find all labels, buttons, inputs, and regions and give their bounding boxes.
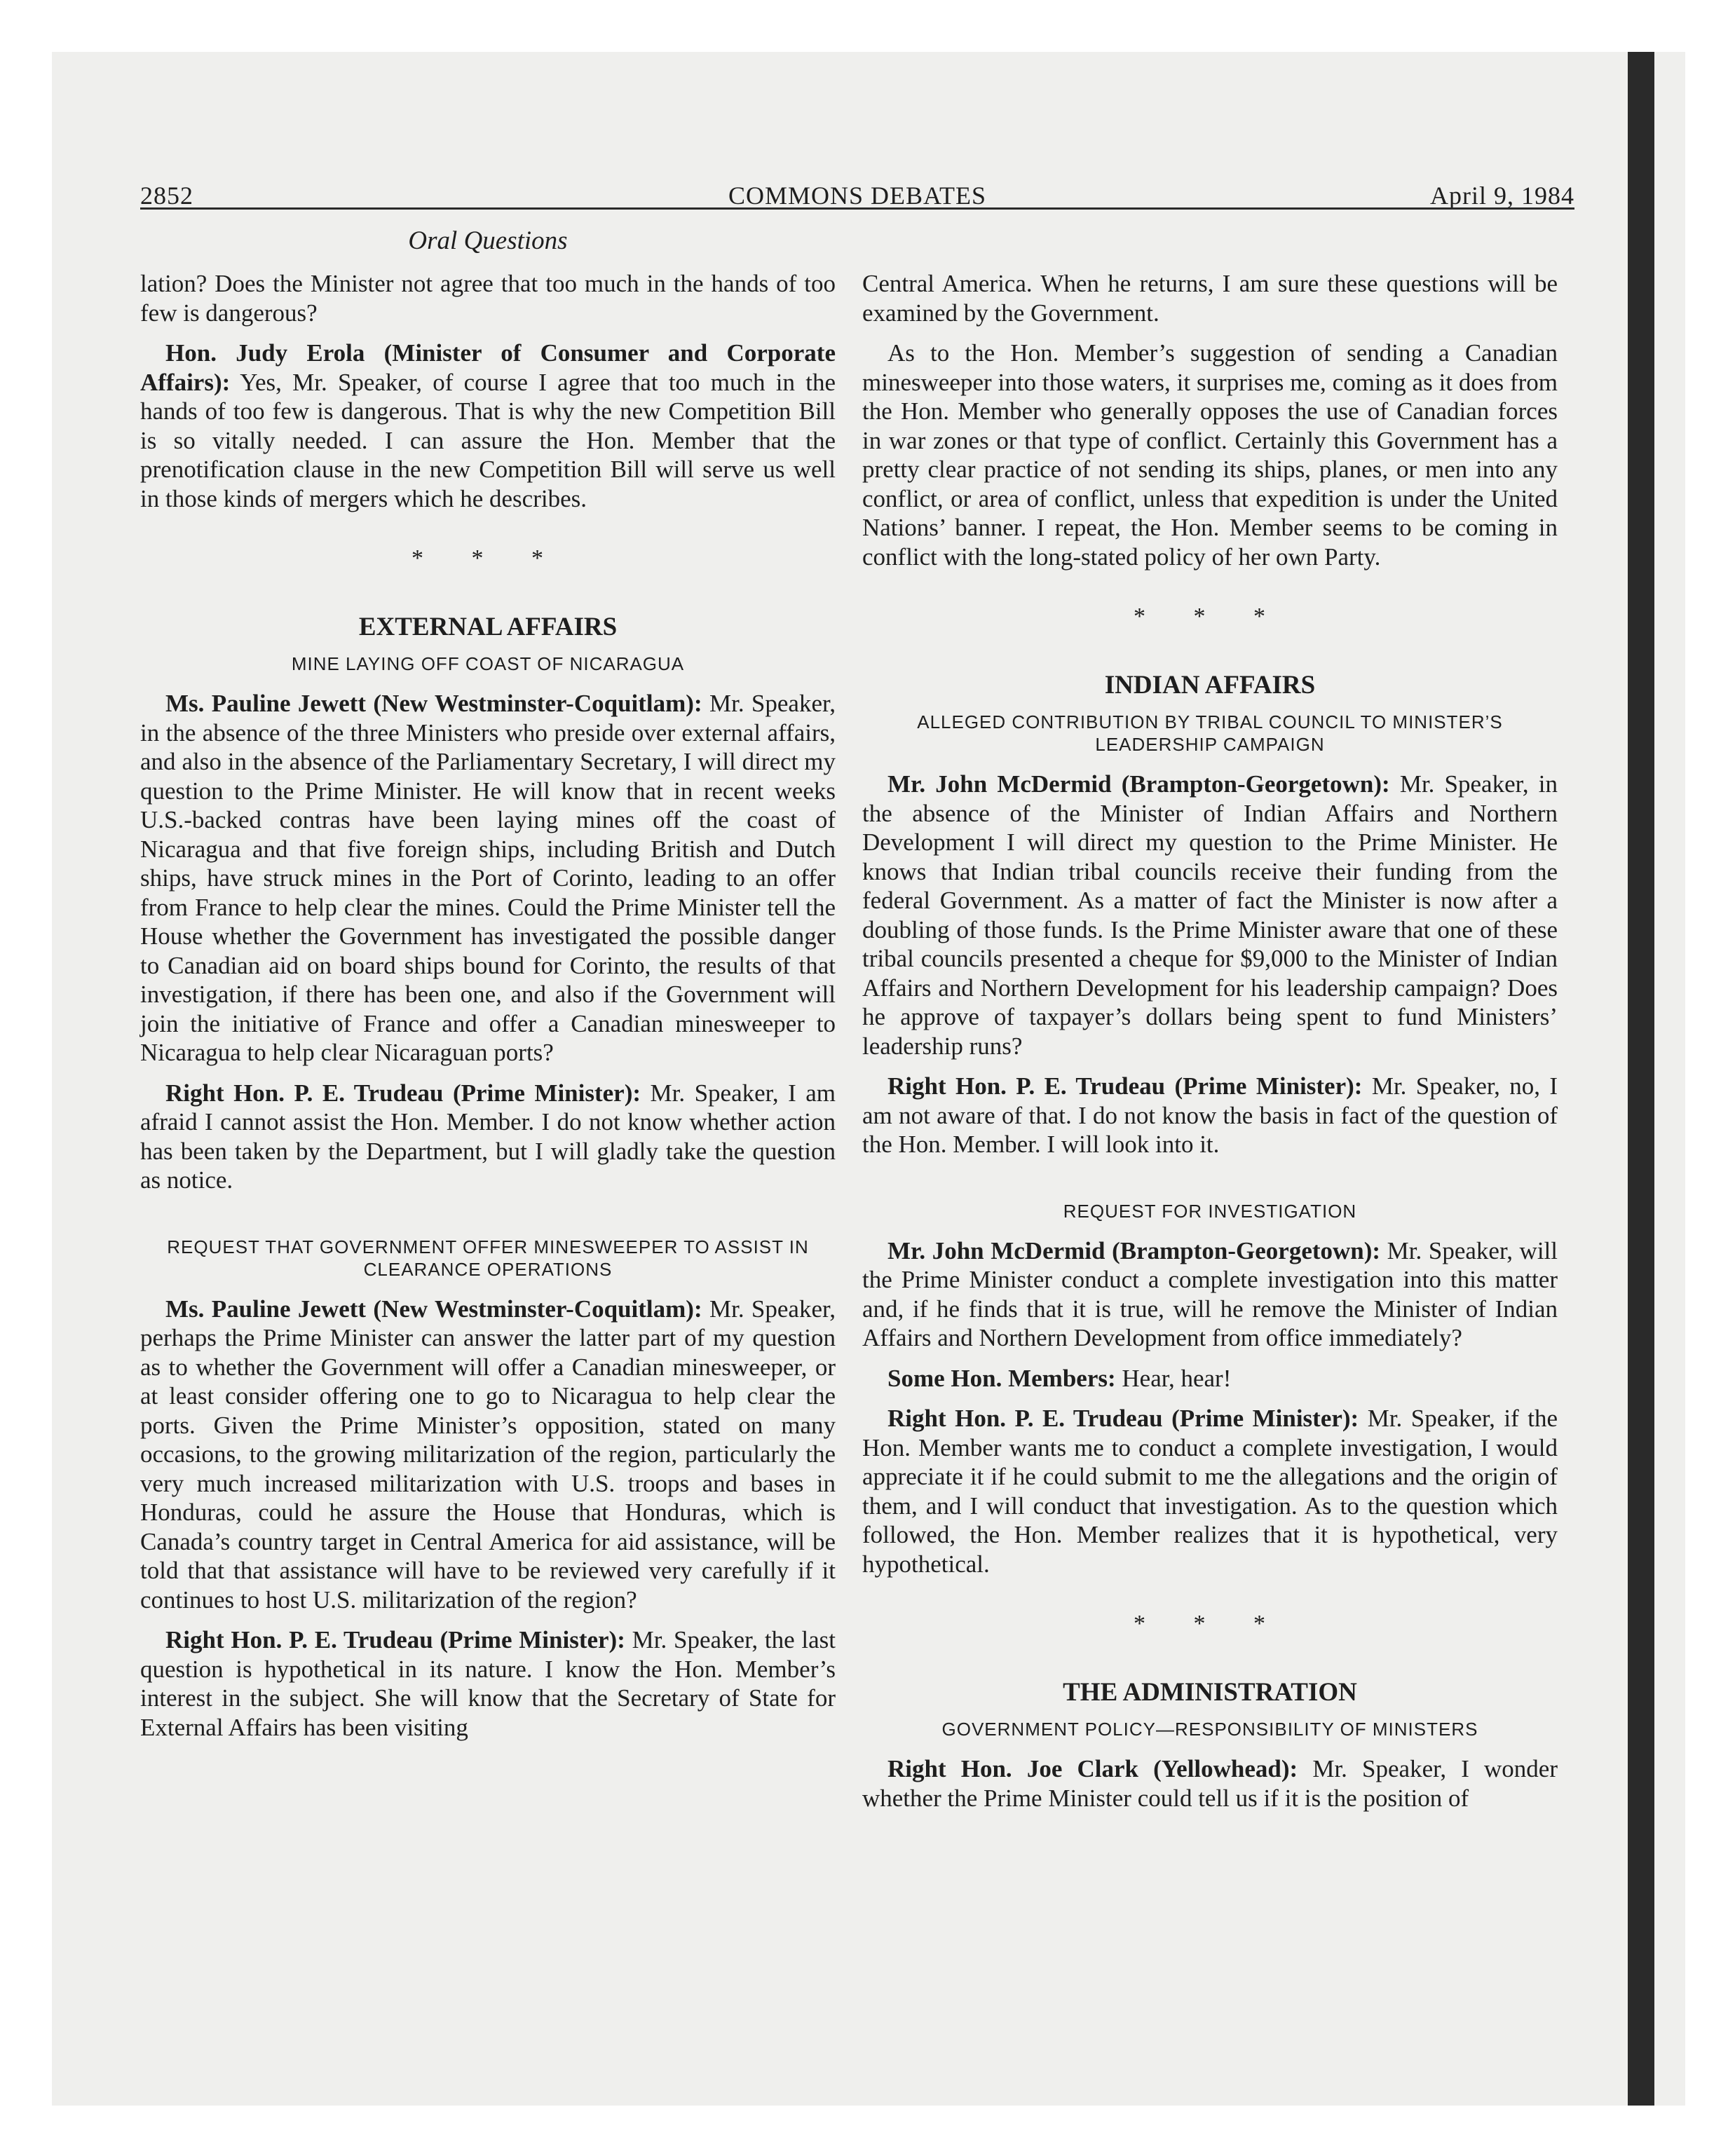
paragraph: [140, 1625, 836, 1742]
paragraph: [140, 689, 836, 1067]
speech-text: Mr. Speaker, perhaps the Prime Minister can answer the latter part of my question as to whether the Government will offer a Canadian minesweeper, or at least consider offering one to go to Nicaragua to help clear the ports. Given the Prime Minister’s opposition, stated on many occasions, to the growing militarization of the region, particularly the very much increased militarization with U.S. troops and bases in Honduras, could he assure the House that Honduras, which is Canada’s country target in Central America for aid assistance, will be told that that assistance will have to be reviewed very carefully if it continues to host U.S. militarization of the region?: [140, 1295, 836, 1613]
speech-text: Mr. Speaker, will the Prime Minister conduct a complete investigation into this matter and, if he finds that it is true, will he remove the Minister of Indian Affairs and Northern Development from office immediately?: [862, 1236, 1558, 1351]
speaker-name: Mr. John McDermid (Brampton-Georgetown):: [887, 770, 1390, 798]
speech-text: Mr. Speaker, in the absence of the Minister of Indian Affairs and Northern Development I will direct my question to the Prime Minister. He knows that Indian tribal councils receive their funding from the federal Government. As a matter of fact the Minister is now after a doubling of those funds. Is the Prime Minister aware that one of these tribal councils presented a cheque for $9,000 to the Minister of Indian Affairs and Northern Development for his leadership campaign? Does he approve of taxpayer’s dollars being spent to fund Ministers’ leadership runs?: [862, 770, 1558, 1060]
paragraph: [862, 1754, 1558, 1813]
paragraph: [862, 1072, 1558, 1159]
paragraph: As to the Hon. Member’s suggestion of sending a Canadian minesweeper into those waters, it surprises me, coming as it does from the Hon. Member who generally opposes the use of Canadian forces in war zones or that type of conflict. Certainly this Government has a pretty clear practice of not sending its ships, planes, or men into any conflict, or area of conflict, unless that expedition is under the United Nations’ banner. I repeat, the Hon. Member seems to be coming in conflict with the long-stated policy of her own Party.: [862, 339, 1558, 571]
publication-date: April 9, 1984: [1430, 182, 1574, 210]
running-head: Oral Questions: [408, 226, 568, 255]
speech-text: Mr. Speaker, I wonder whether the Prime Minister could tell us if it is the position of: [862, 1755, 1558, 1812]
speaker-name: Right Hon. P. E. Trudeau (Prime Minister):: [887, 1072, 1363, 1100]
speech-text: Yes, Mr. Speaker, of course I agree that too much in the hands of too few is dangerous. That is why the new Competition Bill is so vitally needed. I can assure the Hon. Member that the prenotification clause in the new Competition Bill will serve us well in those kinds of mergers which he describes.: [140, 368, 836, 512]
speaker-name: Some Hon. Members:: [887, 1364, 1116, 1392]
section-heading: EXTERNAL AFFAIRS: [358, 612, 618, 641]
speaker-name: Ms. Pauline Jewett (New Westminster-Coquitlam):: [165, 690, 702, 717]
paragraph: [862, 1364, 1558, 1393]
speech-text: Hear, hear!: [1115, 1364, 1232, 1392]
speaker-name: Ms. Pauline Jewett (New Westminster-Coquitlam):: [165, 1295, 702, 1323]
left-column: [140, 269, 836, 1753]
section-separator: * * *: [411, 545, 564, 571]
speaker-name: Hon. Judy Erola (Minister of Consumer and Corporate Affairs):: [140, 339, 836, 396]
page-header: [140, 175, 1574, 210]
scan-edge-shadow: [1628, 52, 1654, 2106]
section-heading: THE ADMINISTRATION: [1063, 1677, 1357, 1707]
speech-text: Mr. Speaker, if the Hon. Member wants me to conduct a complete investigation, I would appreciate it if he could submit to me the allegations and the origin of them, and I will conduct that investigation. As to the question which followed, the Hon. Member realizes that it is hypothetical, very hypothetical.: [862, 1405, 1558, 1578]
publication-title: COMMONS DEBATES: [728, 182, 987, 210]
paragraph: [140, 339, 836, 513]
speaker-name: Right Hon. P. E. Trudeau (Prime Minister):: [887, 1405, 1359, 1432]
section-separator: * * *: [1134, 603, 1286, 629]
subsection-heading: ALLEGED CONTRIBUTION BY TRIBAL COUNCIL TO MINISTER’S LEADERSHIP CAMPAIGN: [917, 711, 1503, 755]
subsection-heading: GOVERNMENT POLICY—RESPONSIBILITY OF MINISTERS: [941, 1719, 1478, 1740]
speech-text: Mr. Speaker, the last question is hypothetical in its nature. I know the Hon. Member’s interest in the subject. She will know that the Secretary of State for External Affairs has been visiting: [140, 1626, 836, 1741]
page-number: 2852: [140, 182, 193, 210]
speaker-name: Mr. John McDermid (Brampton-Georgetown):: [887, 1236, 1381, 1264]
paragraph: [140, 1295, 836, 1615]
section-heading: INDIAN AFFAIRS: [1104, 670, 1316, 700]
paragraph: lation? Does the Minister not agree that too much in the hands of too few is dangerous?: [140, 270, 836, 327]
right-column: [862, 269, 1558, 1824]
paragraph: Central America. When he returns, I am sure these questions will be examined by the Government.: [862, 270, 1558, 327]
speaker-name: Right Hon. P. E. Trudeau (Prime Minister):: [165, 1079, 641, 1107]
paragraph: [140, 1079, 836, 1195]
paragraph: [862, 770, 1558, 1060]
speech-text: Mr. Speaker, no, I am not aware of that. I do not know the basis in fact of the question of the Hon. Member. I will look into it.: [862, 1072, 1558, 1158]
speaker-name: Right Hon. P. E. Trudeau (Prime Minister):: [165, 1626, 625, 1653]
paragraph: [862, 1404, 1558, 1578]
subsection-heading: REQUEST FOR INVESTIGATION: [1063, 1200, 1357, 1222]
speech-text: Mr. Speaker, I am afraid I cannot assist the Hon. Member. I do not know whether action has been taken by the Department, but I will gladly take the question as notice.: [140, 1079, 836, 1194]
paragraph: [862, 1236, 1558, 1353]
speaker-name: Right Hon. Joe Clark (Yellowhead):: [887, 1755, 1298, 1782]
subsection-heading: MINE LAYING OFF COAST OF NICARAGUA: [291, 653, 685, 674]
header-rule: [140, 207, 1574, 210]
section-separator: * * *: [1134, 1611, 1286, 1637]
subsection-heading: REQUEST THAT GOVERNMENT OFFER MINESWEEPER TO ASSIST IN CLEARANCE OPERATIONS: [167, 1236, 809, 1280]
speech-text: Mr. Speaker, in the absence of the three Ministers who preside over external affairs, and also in the absence of the Parliamentary Secretary, I will direct my question to the Prime Minister. He will know that in recent weeks U.S.-backed contras have been laying mines off the coast of Nicaragua and that five foreign ships, including British and Dutch ships, have struck mines in the Port of Corinto, leading to an offer from France to help clear the mines. Could the Prime Minister tell the House whether the Government has investigated the possible danger to Canadian aid on board ships bound for Corinto, the results of that investigation, if there has been one, and also if the Government will join the initiative of France and offer a Canadian minesweeper to Nicaragua to help clear Nicaraguan ports?: [140, 690, 836, 1066]
